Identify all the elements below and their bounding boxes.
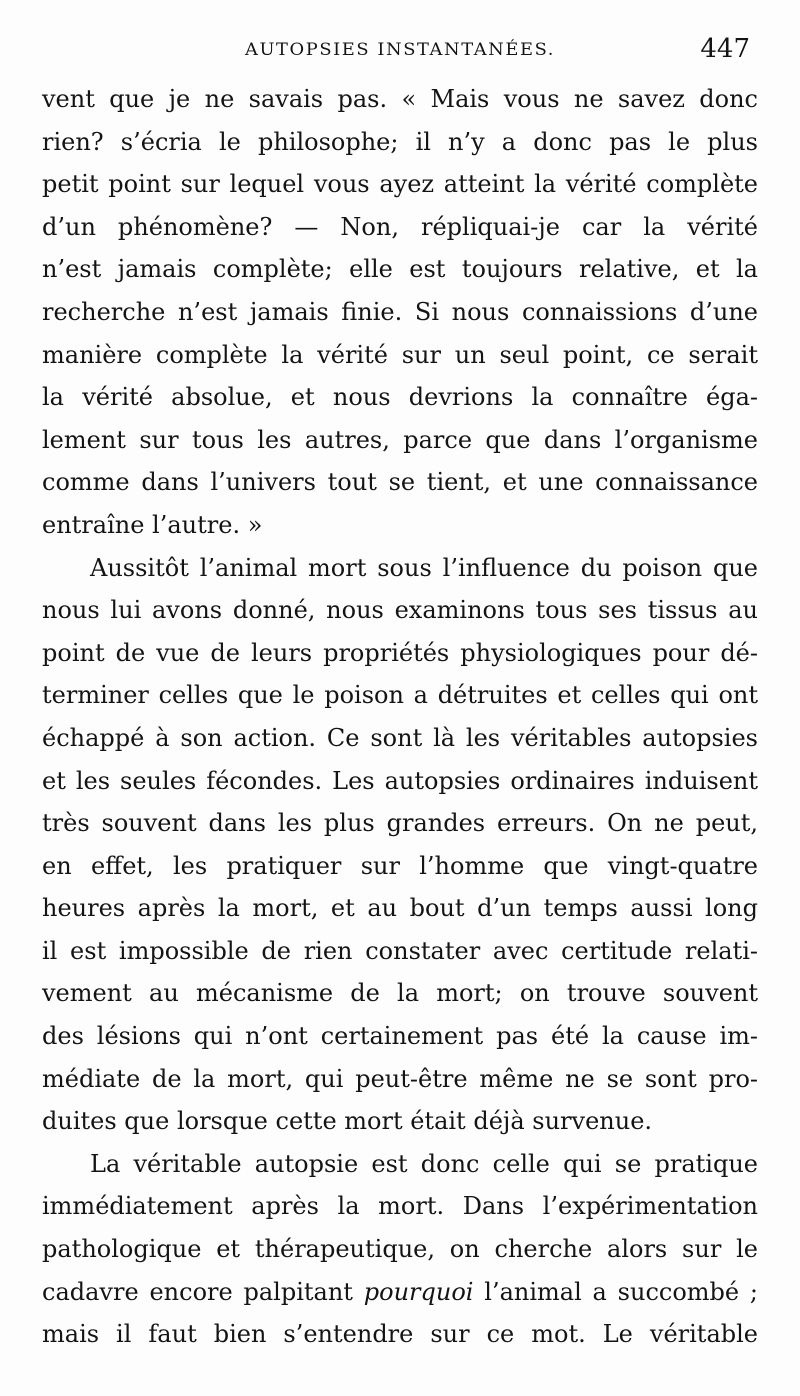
text-line: très souvent dans les plus grandes erreurs. On ne peut, <box>42 809 758 838</box>
running-title: AUTOPSIES INSTANTANÉES. <box>244 40 556 60</box>
italic-word: pourquoi <box>363 1277 474 1306</box>
text-line: entraîne l’autre. » <box>42 510 263 539</box>
text-line: lement sur tous les autres, parce que dans l’organisme <box>42 425 758 454</box>
text-line: rien? s’écria le philosophe; il n’y a donc pas le plus <box>42 127 758 156</box>
text-line: vement au mécanisme de la mort; on trouve souvent <box>42 979 758 1008</box>
body-text <box>42 78 758 1356</box>
text-line: et les seules fécondes. Les autopsies ordinaires induisent <box>42 766 758 795</box>
page-header <box>40 30 760 70</box>
text-line: en effet, les pratiquer sur l’homme que vingt-quatre <box>42 851 758 880</box>
text-line: manière complète la vérité sur un seul point, ce serait <box>42 340 758 369</box>
text-line: des lésions qui n’ont certainement pas été la cause im- <box>42 1022 758 1051</box>
text-line: il est impossible de rien constater avec certitude relati- <box>42 936 758 965</box>
text-line: La véritable autopsie est donc celle qui se pratique <box>90 1149 758 1178</box>
text-line: échappé à son action. Ce sont là les véritables autopsies <box>42 723 758 752</box>
text-line: nous lui avons donné, nous examinons tous ses tissus au <box>42 596 758 625</box>
text-line: recherche n’est jamais finie. Si nous connaissions d’une <box>42 297 758 326</box>
page-number: 447 <box>700 34 750 64</box>
text-line: d’un phénomène? — Non, répliquai-je car la vérité <box>42 212 758 241</box>
text-line: médiate de la mort, qui peut-être même ne se sont pro- <box>42 1064 758 1093</box>
text-line: vent que je ne savais pas. « Mais vous ne savez donc <box>42 85 758 113</box>
text-line: heures après la mort, et au bout d’un temps aussi long <box>42 894 758 923</box>
text-line: duites que lorsque cette mort était déjà survenue. <box>42 1107 653 1136</box>
text-line: la vérité absolue, et nous devrions la connaître éga- <box>42 383 758 412</box>
text-line: mais il faut bien s’entendre sur ce mot. Le véritable <box>42 1320 758 1349</box>
text-line: comme dans l’univers tout se tient, et une connaissance <box>42 468 758 497</box>
text-line: petit point sur lequel vous ayez atteint la vérité complète <box>42 170 758 199</box>
text-line: terminer celles que le poison a détruites et celles qui ont <box>42 681 758 710</box>
text-segment: l’animal a succombé ; <box>473 1277 759 1306</box>
text-segment: cadavre encore palpitant <box>42 1277 364 1306</box>
text-line: immédiatement après la mort. Dans l’expérimentation <box>42 1192 758 1221</box>
text-line: point de vue de leurs propriétés physiologiques pour dé- <box>42 638 758 667</box>
text-line: pathologique et thérapeutique, on cherche alors sur le <box>42 1235 758 1264</box>
text-line: Aussitôt l’animal mort sous l’influence du poison que <box>90 553 758 582</box>
text-line <box>42 1271 758 1314</box>
text-line: n’est jamais complète; elle est toujours relative, et la <box>42 255 758 284</box>
